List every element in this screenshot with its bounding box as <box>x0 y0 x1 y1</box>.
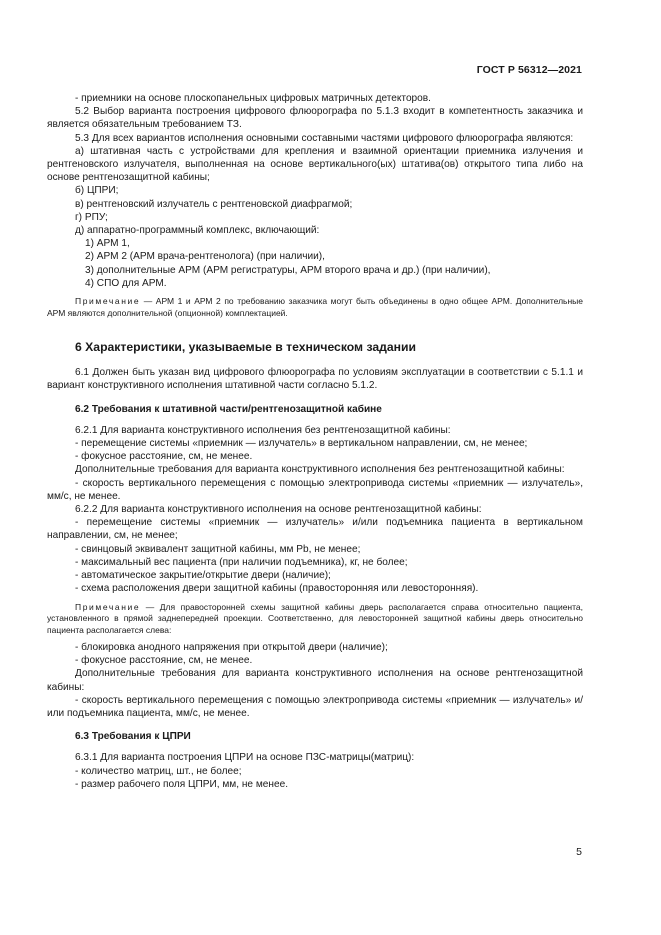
sub-list-item: 3) дополнительные АРМ (АРМ регистратуры, АРМ второго врача и др.) (при наличии), <box>85 264 491 276</box>
section-6-3-heading: 6.3 Требования к ЦПРИ <box>75 731 191 743</box>
sub-list-item: 1) АРМ 1, <box>85 238 130 250</box>
section-6-heading: 6 Характеристики, указываемые в техническом задании <box>75 340 416 355</box>
standard-code-header: ГОСТ Р 56312—2021 <box>476 64 582 76</box>
list-item: - перемещение системы «приемник — излучатель» в вертикальном направлении, см, не менее; <box>75 438 528 450</box>
list-item: а) штативная часть с устройствами для крепления и взаимной ориентации приемника излучения и рентгеновского излучателя, выполненная на основе вертикального(ых) штатива(ов) открытого типа либо на основе рентгенозащитной кабины; <box>47 145 583 184</box>
list-item: б) ЦПРИ; <box>75 185 119 197</box>
list-item: - автоматическое закрытие/открытие двери (наличие); <box>75 570 331 582</box>
note <box>47 296 583 319</box>
paragraph: 5.2 Выбор варианта построения цифрового флюорографа по 5.1.3 входит в компетентность заказчика и является обязательным требованием ТЗ. <box>47 106 583 131</box>
note <box>47 602 583 637</box>
paragraph: - приемники на основе плоскопанельных цифровых матричных детекторов. <box>75 93 431 104</box>
list-item: - максимальный вес пациента (при наличии подъемника), кг, не более; <box>75 556 408 568</box>
list-item: - блокировка анодного напряжения при открытой двери (наличие); <box>75 642 388 653</box>
note-text: — Для правосторонней схемы защитной кабины дверь располагается справа относительно пациента, установленного в прямой заднепередней проекции. Соответственно, для левосторонней защитной кабины дверь относительно пациента располагается слева: <box>47 601 583 635</box>
document-body <box>47 92 583 791</box>
list-item: - скорость вертикального перемещения с помощью электропривода системы «приемник — излучатель» и/или подъемника пациента, мм/с, не менее. <box>47 694 583 720</box>
paragraph: 6.1 Должен быть указан вид цифрового флюорографа по условиям эксплуатации в соответствии с 5.1.1 и вариант конструктивного исполнения штативной части согласно 5.1.2. <box>47 367 583 392</box>
list-item: в) рентгеновский излучатель с рентгеновской диафрагмой; <box>75 198 353 210</box>
list-item: - свинцовый эквивалент защитной кабины, мм Pb, не менее; <box>75 543 361 555</box>
list-item: г) РПУ; <box>75 211 108 223</box>
list-item: - фокусное расстояние, см, не менее. <box>75 451 253 463</box>
list-item: - схема расположения двери защитной кабины (правосторонняя или левосторонняя). <box>75 583 479 595</box>
paragraph: Дополнительные требования для варианта конструктивного исполнения на основе рентгенозащитной кабины: <box>47 668 583 693</box>
list-item: - количество матриц, шт., не более; <box>75 765 242 777</box>
list-item: - скорость вертикального перемещения с помощью электропривода системы «приемник — излучатель», мм/с, не менее. <box>47 477 583 502</box>
note-label: Примечание <box>75 296 141 307</box>
paragraph: 6.2.1 Для варианта конструктивного исполнения без рентгенозащитной кабины: <box>75 424 451 436</box>
paragraph: Дополнительные требования для варианта конструктивного исполнения без рентгенозащитной кабины: <box>75 464 565 476</box>
note-text: — АРМ 1 и АРМ 2 по требованию заказчика могут быть объединены в одно общее АРМ. Дополнительные АРМ являются дополнительной (опционной) комплектацией. <box>47 296 583 318</box>
list-item: д) аппаратно-программный комплекс, включающий: <box>75 225 320 237</box>
list-item: - фокусное расстояние, см, не менее. <box>75 655 253 667</box>
paragraph: 6.2.2 Для варианта конструктивного исполнения на основе рентгенозащитной кабины: <box>75 504 482 516</box>
sub-list-item: 4) СПО для АРМ. <box>85 277 167 289</box>
paragraph: 5.3 Для всех вариантов исполнения основными составными частями цифрового флюорографа являются: <box>75 132 574 144</box>
section-6-2-heading: 6.2 Требования к штативной части/рентгенозащитной кабине <box>75 403 382 415</box>
note-label: Примечание <box>75 601 141 612</box>
paragraph: 6.3.1 Для варианта построения ЦПРИ на основе ПЗС-матрицы(матриц): <box>75 752 415 764</box>
list-item: - перемещение системы «приемник — излучатель» и/или подъемника пациента в вертикальном направлении, см, не менее; <box>47 517 583 542</box>
list-item: - размер рабочего поля ЦПРИ, мм, не менее. <box>75 778 289 790</box>
sub-list-item: 2) АРМ 2 (АРМ врача-рентгенолога) (при наличии), <box>85 251 325 263</box>
page-number: 5 <box>576 846 582 858</box>
